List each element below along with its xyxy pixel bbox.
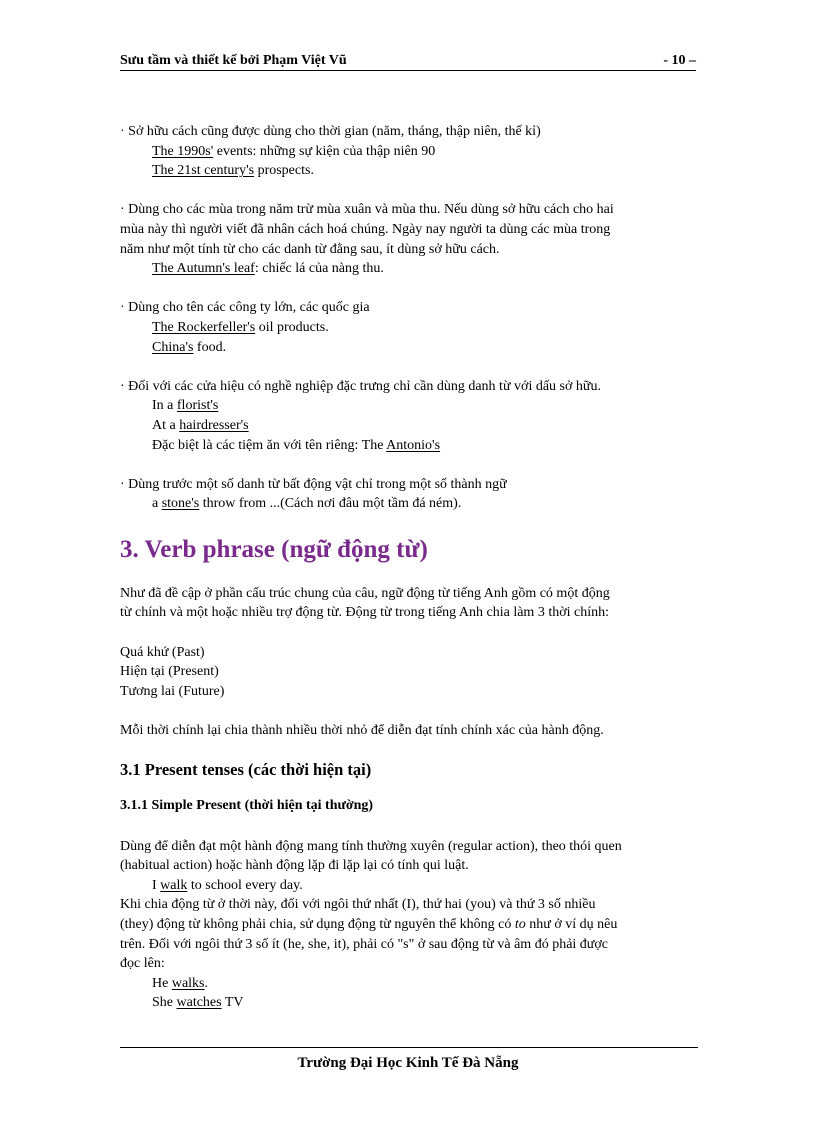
subsection-heading-present-tenses: 3.1 Present tenses (các thời hiện tại) <box>120 759 372 779</box>
simple-present-line: trên. Đối với ngôi thứ 3 số ít (he, she, it), phải có "s" ở sau động từ và âm đó phải được <box>120 936 608 952</box>
page-number: - 10 – <box>663 53 696 68</box>
header-title: Sưu tầm và thiết kế bởi Phạm Việt Vũ <box>120 53 347 68</box>
example-line: In a florist's <box>152 398 219 414</box>
tense-list-item: Tương lai (Future) <box>120 683 225 699</box>
summary-paragraph: Mỗi thời chính lại chia thành nhiều thời nhỏ để diễn đạt tính chính xác của hành động. <box>120 723 604 739</box>
page-content <box>120 122 700 1013</box>
bullet-idioms: · Dùng trước một số danh từ bất động vật chỉ trong một số thành ngữ <box>120 476 507 492</box>
simple-present-paragraph: Dùng để diễn đạt một hành động mang tính thường xuyên (regular action), theo thói quen <box>120 838 622 854</box>
example-underlined: stone's <box>161 496 200 512</box>
bullet-companies: · Dùng cho tên các công ty lớn, các quốc gia <box>120 300 370 316</box>
example-line: The 1990s' events: những sự kiện của thập niên 90 <box>152 143 436 159</box>
example-underlined: The Rockerfeller's <box>152 319 256 335</box>
example-line: The Autumn's leaf: chiếc lá của nàng thu. <box>152 261 384 277</box>
example-line: a stone's throw from ...(Cách nơi đâu một tầm đá ném). <box>152 496 462 512</box>
tense-list-item: Hiện tại (Present) <box>120 664 219 680</box>
intro-paragraph-line: từ chính và một hoặc nhiều trợ động từ. Động từ trong tiếng Anh chia làm 3 thời chính: <box>120 605 609 621</box>
page-header <box>120 52 696 71</box>
example-line: He walks. <box>152 975 208 991</box>
section-heading-verb-phrase: 3. Verb phrase (ngữ động từ) <box>120 535 428 563</box>
example-underlined: watches <box>176 995 222 1011</box>
example-underlined: Antonio's <box>386 437 441 453</box>
page-footer: Trường Đại Học Kinh Tế Đà Nẵng <box>297 1055 519 1071</box>
example-line: The Rockerfeller's oil products. <box>152 319 329 335</box>
example-underlined: florist's <box>176 398 219 414</box>
footer-divider <box>120 1047 698 1048</box>
example-underlined: walks <box>171 975 205 991</box>
example-line: China's food. <box>152 339 227 355</box>
example-underlined: The 21st century's <box>152 163 255 179</box>
example-line: I walk to school every day. <box>152 877 303 893</box>
example-line: Đặc biệt là các tiệm ăn với tên riêng: The Antonio's <box>152 437 441 453</box>
example-underlined: The Autumn's leaf <box>152 261 255 277</box>
bullet-seasons: · Dùng cho các mùa trong năm trừ mùa xuân và mùa thu. Nếu dùng sở hữu cách cho hai <box>120 202 614 218</box>
example-underlined: China's <box>152 339 194 355</box>
example-underlined: walk <box>160 877 188 893</box>
bullet-seasons-line: mùa này thì người viết đã nhân cách hoá chúng. Ngày nay người ta dùng các mùa trong <box>120 221 611 237</box>
simple-present-line: (they) động từ không phải chia, sử dụng động từ nguyên thể không có to như ở ví dụ nêu <box>120 917 618 932</box>
simple-present-line: đọc lên: <box>120 956 165 972</box>
bullet-shops: · Đối với các cửa hiệu có nghề nghiệp đặc trưng chỉ cần dùng danh từ với dấu sở hữu. <box>120 378 601 394</box>
tense-list-item: Quá khứ (Past) <box>120 644 205 660</box>
example-line: The 21st century's prospects. <box>152 163 314 179</box>
subsubsection-heading-simple-present: 3.1.1 Simple Present (thời hiện tại thường) <box>120 797 374 813</box>
example-underlined: The 1990s' <box>152 143 214 159</box>
example-line: She watches TV <box>152 995 244 1011</box>
example-underlined: hairdresser's <box>179 417 249 433</box>
intro-paragraph: Như đã đề cập ở phần cấu trúc chung của câu, ngữ động từ tiếng Anh gồm có một động <box>120 585 610 601</box>
example-line: At a hairdresser's <box>152 417 249 433</box>
bullet-time-possessive: · Sở hữu cách cũng được dùng cho thời gian (năm, tháng, thập niên, thế kỉ) <box>120 124 541 139</box>
simple-present-line: Khi chia động từ ở thời này, đối với ngôi thứ nhất (I), thứ hai (you) và thứ 3 số nhiều <box>120 897 596 913</box>
bullet-seasons-line: năm như một tính từ cho các danh từ đằng sau, ít dùng sở hữu cách. <box>120 241 500 257</box>
simple-present-line: (habitual action) hoặc hành động lặp đi lặp lại có tính qui luật. <box>120 858 469 874</box>
